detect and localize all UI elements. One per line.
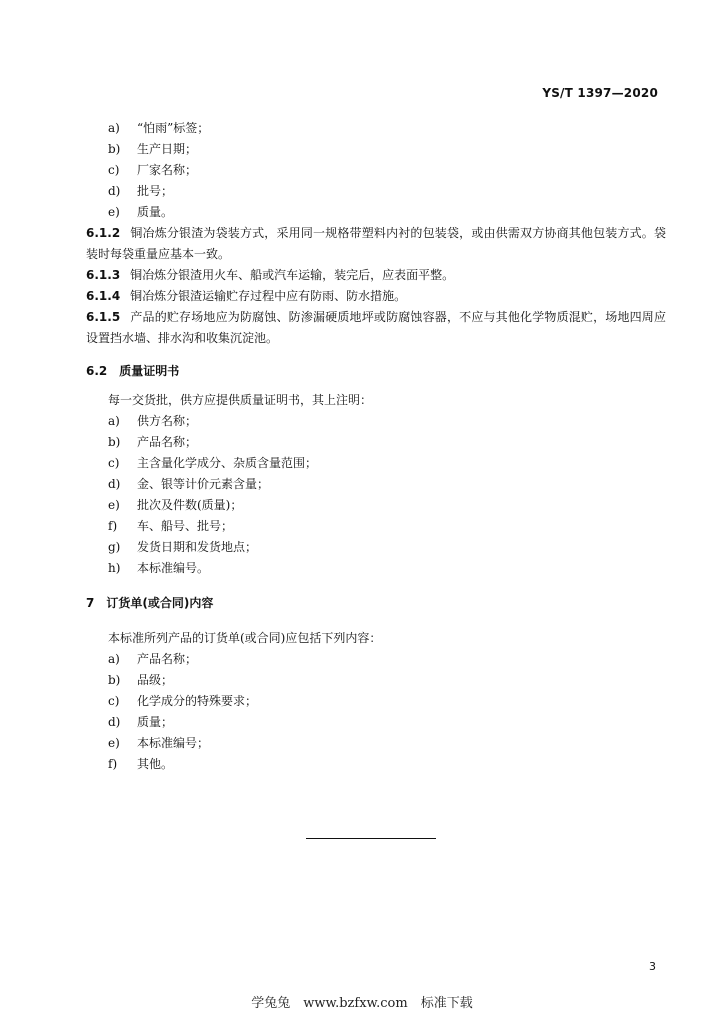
- list-item-text: 厂家名称；: [137, 163, 198, 177]
- list-item-label: c): [108, 163, 120, 177]
- list-item: [86, 691, 666, 712]
- list-item-label: b): [108, 142, 121, 156]
- clause-number: 6.1.2: [86, 226, 121, 240]
- section-number: 7: [86, 596, 95, 610]
- list-item-label: f): [108, 519, 118, 533]
- clause-text: 铜冶炼分银渣运输贮存过程中应有防雨、防水措施。: [130, 289, 407, 303]
- list-item-label: c): [108, 694, 120, 708]
- list-item: [86, 558, 666, 579]
- list-item-text: 发货日期和发货地点；: [137, 540, 258, 554]
- order-list: [86, 649, 666, 775]
- clause-text: 铜冶炼分银渣为袋装方式，采用同一规格带塑料内衬的包装袋，或由供需双方协商其他包装方式。袋装时每袋重量应基本一致。: [86, 226, 666, 261]
- list-item-text: 其他。: [137, 757, 174, 771]
- list-item: [86, 754, 666, 775]
- list-item: [86, 495, 666, 516]
- list-item-label: e): [108, 736, 120, 750]
- list-item-label: a): [108, 652, 120, 666]
- list-item-text: 供方名称；: [137, 414, 198, 428]
- list-item: [86, 453, 666, 474]
- section-intro: 每一交货批，供方应提供质量证明书，其上注明：: [108, 393, 373, 407]
- clause-number: 6.1.5: [86, 310, 121, 324]
- list-item-label: e): [108, 498, 120, 512]
- list-item-text: 金、银等计价元素含量；: [137, 477, 270, 491]
- page-number: 3: [649, 960, 656, 973]
- list-item-label: d): [108, 715, 121, 729]
- list-item: [86, 712, 666, 733]
- list-item: [86, 474, 666, 495]
- list-item-text: 主含量化学成分、杂质含量范围；: [137, 456, 318, 470]
- document-body: [86, 118, 666, 775]
- section-heading-7: [86, 593, 666, 614]
- site-watermark: 学兔兔 www.bzfxw.com 标准下载: [251, 996, 473, 1011]
- standard-code: YS/T 1397—2020: [542, 86, 658, 100]
- section-title: 订货单(或合同)内容: [106, 596, 214, 610]
- list-item: [86, 432, 666, 453]
- list-item-text: 质量；: [137, 715, 174, 729]
- list-item-text: 化学成分的特殊要求；: [137, 694, 258, 708]
- list-item-label: e): [108, 205, 120, 219]
- list-item: [86, 670, 666, 691]
- list-item-label: d): [108, 184, 121, 198]
- clause-number: 6.1.3: [86, 268, 121, 282]
- clause-number: 6.1.4: [86, 289, 121, 303]
- list-item-label: a): [108, 414, 120, 428]
- list-item: [86, 139, 666, 160]
- list-item-label: f): [108, 757, 118, 771]
- list-item-label: a): [108, 121, 120, 135]
- list-item-text: 产品名称；: [137, 652, 198, 666]
- list-item: [86, 202, 666, 223]
- list-item-text: 质量。: [137, 205, 174, 219]
- list-item-text: 本标准编号。: [137, 561, 210, 575]
- section-heading-6-2: [86, 361, 666, 382]
- certificate-list: [86, 411, 666, 579]
- list-item: [86, 118, 666, 139]
- list-item: [86, 649, 666, 670]
- list-item-text: 车、船号、批号；: [137, 519, 234, 533]
- clause-text: 铜冶炼分银渣用火车、船或汽车运输，装完后，应表面平整。: [130, 268, 455, 282]
- clause-6-1-2: [86, 223, 666, 265]
- list-item: [86, 537, 666, 558]
- list-item-label: b): [108, 435, 121, 449]
- list-item-label: g): [108, 540, 121, 554]
- list-item: [86, 733, 666, 754]
- list-item-text: 批号；: [137, 184, 174, 198]
- list-item-text: 生产日期；: [137, 142, 198, 156]
- list-item-label: b): [108, 673, 121, 687]
- list-item: [86, 411, 666, 432]
- list-item-label: h): [108, 561, 121, 575]
- list-item-label: d): [108, 477, 121, 491]
- list-item-text: 品级；: [137, 673, 174, 687]
- list-item-text: 本标准编号；: [137, 736, 210, 750]
- clause-6-1-5: [86, 307, 666, 349]
- list-item-text: 产品名称；: [137, 435, 198, 449]
- clause-6-1-3: [86, 265, 666, 286]
- list-item: [86, 181, 666, 202]
- end-of-document-rule: [306, 838, 436, 839]
- list-item-text: “怕雨”标签；: [137, 121, 210, 135]
- list-item: [86, 516, 666, 537]
- list-item-label: c): [108, 456, 120, 470]
- clause-6-1-4: [86, 286, 666, 307]
- marking-list: [86, 118, 666, 223]
- section-number: 6.2: [86, 364, 108, 378]
- clause-text: 产品的贮存场地应为防腐蚀、防渗漏硬质地坪或防腐蚀容器，不应与其他化学物质混贮，场地四周应设置挡水墙、排水沟和收集沉淀池。: [86, 310, 666, 345]
- section-title: 质量证明书: [119, 364, 180, 378]
- list-item-text: 批次及件数(质量)；: [137, 498, 243, 512]
- section-intro: 本标准所列产品的订货单(或合同)应包括下列内容：: [108, 631, 382, 645]
- list-item: [86, 160, 666, 181]
